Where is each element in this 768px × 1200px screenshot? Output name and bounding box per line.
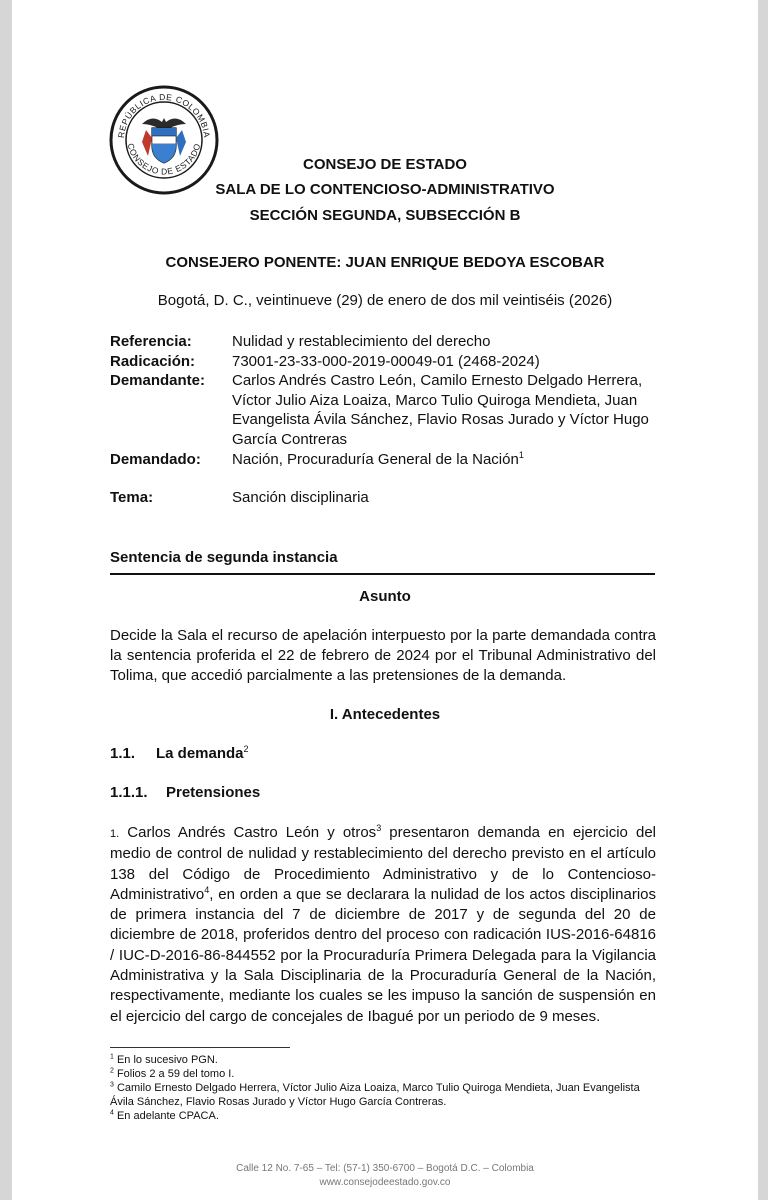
footnote-text: Folios 2 a 59 del tomo I. (113, 1068, 235, 1080)
footnote (110, 1053, 656, 1067)
footnote-ref[interactable]: 4 (204, 884, 210, 895)
case-metadata (110, 332, 670, 508)
meta-value: Sanción disciplinaria (232, 489, 369, 507)
svg-text:CONSEJO DE ESTADO: CONSEJO DE ESTADO (125, 142, 203, 177)
consejo-de-estado-seal (108, 84, 220, 196)
footnote-ref[interactable]: 2 (243, 744, 249, 754)
footnote-text: En adelante CPACA. (113, 1110, 219, 1122)
section-title: La demanda (156, 745, 244, 762)
chamber-name: SALA DE LO CONTENCIOSO-ADMINISTRATIVO (215, 181, 555, 198)
footnote (110, 1067, 656, 1081)
meta-label: Tema: (110, 489, 154, 507)
demandante-line: Carlos Andrés Castro León, Camilo Ernesto Delgado Herrera, (232, 372, 643, 390)
paragraph-text: Carlos Andrés Castro León y otros (119, 824, 377, 841)
meta-label: Radicación: (110, 352, 196, 370)
section-heading-1-1 (110, 745, 249, 762)
footnote-number: 3 (110, 1081, 114, 1089)
meta-value (232, 450, 670, 470)
paragraph-number: 1. (110, 828, 120, 840)
meta-value: 73001-23-33-000-2019-00049-01 (2468-2024) (232, 352, 540, 370)
footnote-divider (110, 1047, 290, 1048)
footer-address: Calle 12 No. 7-65 – Tel: (57-1) 350-6700 – Bogotá D.C. – Colombia (236, 1163, 534, 1174)
svg-text:REPÚBLICA DE COLOMBIA: REPÚBLICA DE COLOMBIA (115, 91, 213, 139)
section-number: 1.1.1. (110, 784, 148, 801)
section-heading-1-1-1 (110, 784, 260, 801)
court-name: CONSEJO DE ESTADO (303, 156, 467, 173)
footnote-ref[interactable]: 1 (518, 449, 524, 460)
demandante-line: García Contreras (232, 430, 348, 448)
footnote-ref[interactable]: 3 (376, 823, 382, 833)
meta-row-radicacion (110, 352, 670, 372)
antecedentes-heading: I. Antecedentes (329, 706, 441, 723)
paragraph-text: presentaron demanda en ejercicio del medio de control de nulidad y restablecimiento del derecho previsto en el artículo 138 del Código de Procedimiento Administrativo y de lo Contencioso-Administrativo (110, 824, 656, 903)
meta-value: Nulidad y restablecimiento del derecho (232, 333, 491, 350)
demandado-text: Nación, Procuraduría General de la Nación (232, 450, 519, 468)
meta-label: Referencia: (110, 333, 192, 350)
asunto-heading: Asunto (359, 588, 411, 605)
section-title: Pretensiones (166, 784, 261, 801)
paragraph-text: , en orden a que se declarara la nulidad de los actos disciplinarios de primera instancia del 7 de diciembre de 2017 y de segunda del 20 de diciembre de 2018, proferidos dentro del proceso con radicación IUS-2016-64816 / IUC-D-2016-86-844552 por la Procuraduría Primera Delegada para la Vigilancia Administrativa y la Sala Disciplinaria de la Procuraduría General de la Nación, respectivamente, mediante los cuales se les impuso la sanción de suspensión en el ejercicio del cargo de concejales de Ibagué por un periodo de 9 meses. (110, 885, 656, 1025)
document-page (12, 0, 758, 1200)
divider (110, 573, 655, 575)
footnotes (110, 1053, 656, 1123)
pretensiones-paragraph (110, 823, 656, 1027)
sentencia-title: Sentencia de segunda instancia (110, 549, 338, 566)
footnote (110, 1081, 656, 1109)
meta-row-demandante (110, 371, 670, 449)
footnote-text: En lo sucesivo PGN. (113, 1054, 218, 1066)
demandante-line: Evangelista Ávila Sánchez, Flavio Rosas Jurado y Víctor Hugo (232, 411, 649, 429)
footnote-number: 1 (110, 1053, 114, 1061)
footnote-number: 2 (110, 1067, 114, 1075)
footnote (110, 1109, 656, 1123)
demandante-line: Víctor Julio Aiza Loaiza, Marco Tulio Quiroga Mendieta, Juan (232, 391, 638, 409)
asunto-paragraph: Decide la Sala el recurso de apelación interpuesto por la parte demandada contra la sentencia proferida el 22 de febrero de 2024 por el Tribunal Administrativo del Tolima, que accedió parcialmente a las pretensiones de la demanda. (110, 627, 656, 685)
meta-row-tema (110, 488, 670, 508)
section-name: SECCIÓN SEGUNDA, SUBSECCIÓN B (249, 207, 521, 224)
seal-emblem-icon (108, 84, 220, 196)
meta-value (232, 371, 670, 449)
place-date: Bogotá, D. C., veintinueve (29) de enero de dos mil veintiséis (2026) (157, 292, 613, 309)
footnote-text: Camilo Ernesto Delgado Herrera, Víctor Julio Aiza Loaiza, Marco Tulio Quiroga Mendieta, Juan Evangelista Ávila Sánchez, Flavio Rosas Jurado y Víctor Hugo García Contreras. (110, 1082, 640, 1108)
footnote-number: 4 (110, 1109, 114, 1117)
section-number: 1.1. (110, 745, 136, 762)
meta-row-referencia (110, 332, 670, 352)
meta-row-demandado (110, 450, 670, 470)
reporting-judge: CONSEJERO PONENTE: JUAN ENRIQUE BEDOYA ESCOBAR (165, 254, 605, 271)
meta-label: Demandado: (110, 450, 201, 468)
footer-website-link[interactable]: www.consejodeestado.gov.co (319, 1177, 451, 1188)
meta-label: Demandante: (110, 372, 206, 390)
